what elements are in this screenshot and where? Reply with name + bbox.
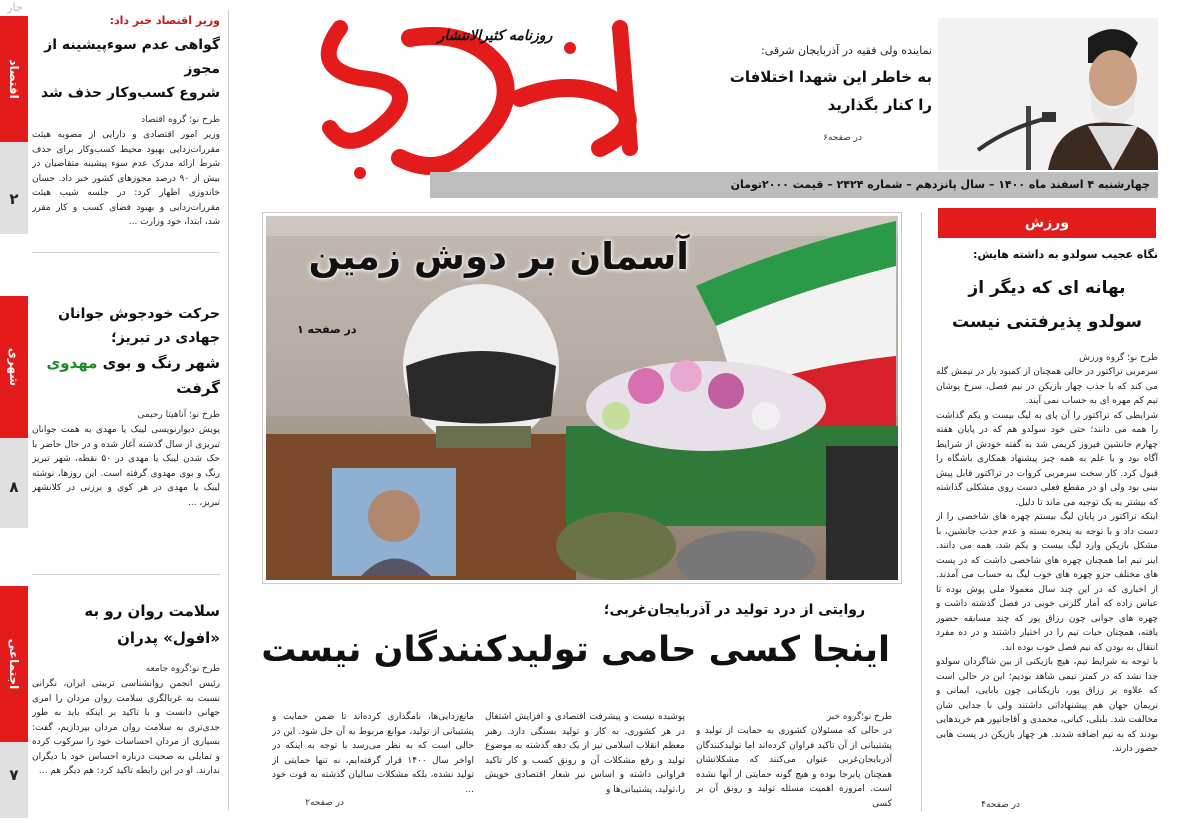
article-body: پویش دیوارنویسی لیبک یا مهدی به همت جوانان تبریزی از سال گذشته آغاز شده و در حال حاضر با حک شدن لیبک یا مهدی در ۵۰ نقطه، شهر تبریز رنگ و بوی مهدوی گرفته است. این روزها، نوشته لیبک یا مهدی در هر کوی و برزنی در کلانشهر تبریز، ...	[32, 425, 220, 508]
sidebar-article-economy[interactable]	[32, 14, 220, 246]
lead-col-2[interactable]	[485, 710, 685, 818]
sidebar-tab-social[interactable]	[0, 586, 28, 818]
top-story-headline: را کنار بگذارید	[827, 96, 932, 114]
photo-ref: در صفحه ۱	[297, 323, 357, 336]
sidebar-tab-urban[interactable]	[0, 296, 28, 528]
top-story-kicker: نماینده ولی فقیه در آذربایجان شرقی:	[761, 44, 932, 57]
article-body: وزیر امور اقتصادی و دارایی از مصوبه هیئت مقررات‌زدایی بهبود محیط کسب‌وکار برای حذف شرط ارائه مدرک عدم سوء پیشینه متقاضیان در بیش از ۹۰ درصد مجوزهای کشور خبر داد. حسان خاندوزی اظهار کرد: در جلسه شیب هیئت مقررات‌زدایی و بهبود فضای کسب و کار مقرر شد، ابتدا، خود وزارت ...	[32, 130, 220, 227]
article-kicker: وزیر اقتصاد خبر داد:	[109, 14, 220, 27]
corner-watermark: جار	[7, 1, 23, 14]
column-rule	[921, 212, 922, 812]
article-headline: شروع کسب‌وکار حذف شد	[40, 85, 220, 101]
column-rule	[228, 10, 229, 810]
lead-body: مانع‌زدایی‌ها، نامگذاری کرده‌اند تا ضمن حمایت و پشتیبانی از تولید، موانع مربوط به آن حل شود. این در حالی است که به نظر می‌رسد با توجه به اینکه در اواخر سال ۱۴۰۰ قرار گرفته‌ایم، نه تنها حمایتی از تولید نشده، بلکه مشکلات سالیان گذشته به قوت خود ...	[272, 712, 474, 794]
sports-article[interactable]	[936, 248, 1158, 785]
top-story-photo[interactable]	[938, 18, 1158, 170]
article-byline: طرح نو؛ گروه اقتصاد	[141, 115, 220, 125]
lead-byline: طرح نو؛گروه خبر	[826, 712, 892, 722]
article-headline: سلامت روان رو به	[84, 602, 220, 620]
article-headline: حرکت خودجوش جوانان	[58, 306, 220, 322]
article-body: رئیس انجمن روانشناسی تربیتی ایران، نگرانی نسبت به غربالگری سلامت روان مردان را امری جهانی دانست و با تاکید بر اینکه باید به طور جدی‌تری به سلامت روان مردان بپردازیم، گفت: بسیاری از مردان احساسات خود را سرکوب کرده و تمایلی به صحبت درباره احساس خود با دیگران ندارند. او در این رابطه تاکید کرد: هم دیگر هم ...	[32, 679, 220, 776]
lead-headline: اینجا کسی حامی تولیدکنندگان نیست	[261, 630, 890, 670]
sports-kicker: نگاه عجیب سولدو به داشته هایش:	[973, 248, 1158, 261]
article-headline: گرفت	[176, 379, 220, 397]
page-number: ۲	[9, 190, 19, 208]
sidebar-article-social[interactable]	[32, 598, 220, 809]
article-byline: طرح نو؛ آناهیتا رحیمی	[137, 410, 220, 420]
divider	[32, 574, 220, 575]
sports-section-bar[interactable]	[938, 208, 1156, 238]
sports-ref: در صفحه۴	[981, 800, 1020, 810]
top-story-headline: به خاطر این شهدا اختلافات	[729, 68, 932, 86]
sidebar-section-label: اقتصاد	[7, 59, 21, 99]
divider	[32, 252, 220, 253]
dateline-bar	[430, 172, 1158, 198]
article-headline: شهر رنگ و بوی	[97, 354, 220, 372]
masthead-tagline: روزنامه کثیرالانتشار	[437, 28, 553, 44]
sports-body: سرمربی تراکتور در حالی همچنان از کمبود یار در تیمش گله می کند که با جذب چهار بازیکن در نیم فصل، سرخ پوشان تیم کم مهره ای به حساب نمی آیند. شرایطی که تراکتور را آن پای به لیگ بیست و یکم گذاشت را همه می دانند؛ حتی خود سولدو هم که در پایان هفته چهارم جانشین فیروز کریمی شد به گفته خودش از شرایط آگاه بود و با علم به همه چیز پیشنهاد همکاری باشگاه را قبول کرد. کار سخت سرمربی کروات در تراکتور قابل پیش بینی بود ولی او در مقطع فعلی دست روی مشکلی گذاشته که بیشتر به یک توجیه می ماند تا دلیل. اینکه تراکتور در پایان لیگ بیستم چهره های شاخصی را از دست داد و با توجه به پنجره بسته و عدم جذب جانشین، با مشکل بازیکن وارد لیگ بیست و یکم شد، همه می دانند. اینر تیم اما همچنان چهره های شاخصی داشت که در پست های مختلف جزو چهره های خوب لیگ به حساب می آمدند. از اخباری که در این چند سال معمولا ملی پوش بوده تا عباس زاده که آمار گلزنی خوبی در فصل گذشته داشت و چهره های جوانی چون رزاق پور که چند مسابقه حضور یافته، همچنان حیات تیم را در اختیار داشتند و در ده مفرد انتقال به بودن که نیم فصل خوب بوده اند. با توجه به شرایط تیم، هیچ بازیکنی از بین شاگردان سولدو جدا نشد که در کمتر تیمی شاهد بودیم؛ این در حالی است که علاوه بر رزاق پور، بازیکنانی چون بابایی، ایمانی و نریمان جهان هم پیشنهاداتی داشتند ولی با جدایی شان مخالفت شد. بلبلی، کیانی، محمدی و آقاجانپور هم خریدهایی بودند که به تیم اضافه شدند. هر چهار بازیکن در پست هایی حضور دارند.	[936, 367, 1158, 754]
sports-headline: سولدو پذیرفتنی نیست	[952, 312, 1142, 332]
photo-headline: آسمان بر دوش زمین	[308, 235, 689, 278]
sidebar-section-label: شهری	[7, 347, 21, 387]
sidebar-article-urban[interactable]	[32, 302, 220, 527]
sidebar-section-label: اجتماعی	[7, 638, 21, 690]
lead-body: در حالی که مسئولان کشوری به حمایت از تولید و پشتیبانی از آن تاکید فراوان کرده‌اند اما تولیدکنندگان آذربایجان‌غربی عنوان می‌کنند که مشکلاتشان همچنان پابرجا بوده و هیچ گونه حمایتی از آنها نشده است. امروزه اهمیت مسئله تولید و رونق آن بر کسی	[696, 726, 892, 809]
dateline-text: چهارشنبه ۴ اسفند ماه ۱۴۰۰ – سال پانزدهم – شماره ۲۴۲۴ – قیمت ۲۰۰۰تومان	[730, 178, 1150, 191]
sports-byline: طرح نو؛ گروه ورزش	[1079, 353, 1158, 363]
cleric-photo-icon	[938, 18, 1158, 170]
lead-ref: در صفحه۲	[305, 798, 344, 808]
lead-col-1[interactable]	[696, 710, 892, 818]
main-photo[interactable]	[262, 212, 902, 584]
top-story-text[interactable]	[720, 44, 932, 143]
sidebar-tab-economy[interactable]	[0, 16, 28, 234]
article-byline: طرح نو؛گروه جامعه	[145, 664, 220, 674]
article-headline-highlight: مهدوی	[46, 354, 98, 372]
sports-headline: بهانه ای که دیگر از	[968, 278, 1126, 298]
sports-section-label: ورزش	[1024, 215, 1070, 231]
page-number: ۷	[9, 766, 19, 784]
page-number: ۸	[9, 478, 19, 496]
lead-body: پوشیده نیست و پیشرفت اقتصادی و افزایش اشتغال در هر کشوری، به کار و تولید بستگی دارد. رهبر معظم انقلاب اسلامی نیز از یک دهه گذشته به موضوع تولید و رفع مشکلات آن و رونق کسب و کار تاکید فراوانی داشته و اساس نیز شعار اقتصادی خویش را،تولید، پشتیبانی‌ها و	[485, 712, 685, 795]
article-headline: گواهی عدم سوءپیشینه از مجوز	[44, 37, 220, 77]
article-headline: «افول» پدران	[117, 629, 220, 647]
top-story-ref: در صفحه۶	[823, 133, 862, 143]
lead-kicker: روایتی از درد تولید در آذربایجان‌غربی؛	[603, 602, 865, 618]
lead-col-3[interactable]	[272, 710, 474, 808]
article-headline: جهادی در تبریز؛	[111, 330, 220, 346]
